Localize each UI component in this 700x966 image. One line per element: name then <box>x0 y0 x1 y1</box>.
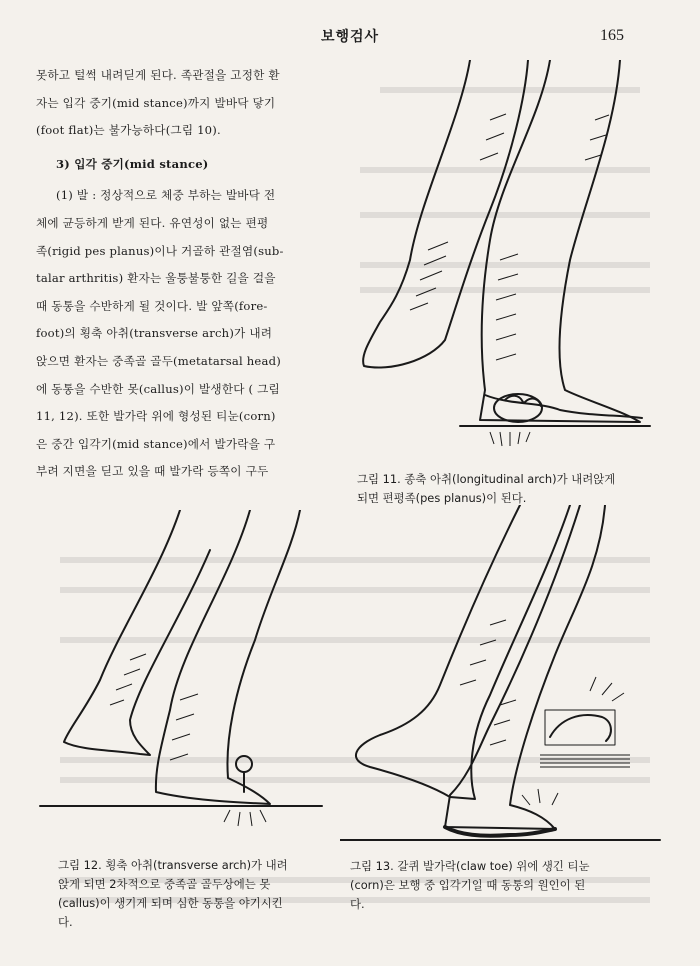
text-line: 체에 균등하게 받게 된다. 유연성이 없는 편평 <box>36 215 269 230</box>
text-line: 족(rigid pes planus)이나 거골하 관절염(sub- <box>36 243 284 258</box>
figure-13-caption <box>350 857 590 914</box>
page-number: 165 <box>600 27 624 44</box>
caption-line: 다. <box>58 915 73 929</box>
text-line: 때 동통을 수반하게 될 것이다. 발 앞쪽(fore- <box>36 298 268 313</box>
section-heading: 3) 입각 중기(mid stance) <box>56 156 209 171</box>
text-line: talar arthritis) 환자는 울퉁불퉁한 길을 걸을 <box>36 271 276 286</box>
figure-12-illustration <box>30 510 330 840</box>
text-line: (1) 발 : 정상적으로 체중 부하는 발바닥 전 <box>56 188 276 203</box>
running-title: 보행검사 <box>320 29 380 45</box>
text-line: 부려 지면을 딛고 있을 때 발가락 등쪽이 구두 <box>36 464 269 479</box>
text-line: (foot flat)는 불가능하다(그림 10). <box>36 123 221 138</box>
body-text <box>36 62 336 486</box>
text-line: 앉으면 환자는 중족골 골두(metatarsal head) <box>36 353 281 368</box>
caption-line: (corn)은 보행 중 입각기일 때 동통의 원인이 된 <box>350 878 586 892</box>
text-line: 은 중간 입각기(mid stance)에서 발가락을 구 <box>36 436 276 451</box>
caption-line: 다. <box>350 897 365 911</box>
caption-line: 앉게 되면 2차적으로 중족골 골두상에는 못 <box>58 877 271 891</box>
caption-line: 그림 13. 갈퀴 발가락(claw toe) 위에 생긴 티눈 <box>350 859 590 873</box>
figure-11-illustration <box>350 60 670 450</box>
text-line: foot)의 횡축 아취(transverse arch)가 내려 <box>36 326 273 341</box>
caption-line: 되면 편평족(pes planus)이 된다. <box>357 491 527 505</box>
text-line: 에 동통을 수반한 못(callus)이 발생한다 ( 그림 <box>36 381 280 396</box>
text-line: 자는 입각 중기(mid stance)까지 발바닥 닿기 <box>36 95 276 110</box>
caption-line: 그림 12. 횡축 아취(transverse arch)가 내려 <box>58 858 288 872</box>
text-line: 못하고 털썩 내려딛게 된다. 족관절을 고정한 환 <box>36 68 280 82</box>
caption-line: 그림 11. 종축 아취(longitudinal arch)가 내려앉게 <box>357 472 616 486</box>
figure-13-illustration <box>340 505 670 850</box>
figure-12-caption <box>58 856 288 932</box>
figure-11-caption <box>357 470 615 508</box>
caption-line: (callus)이 생기게 되며 심한 동통을 야기시킨 <box>58 896 283 910</box>
text-line: 11, 12). 또한 발가락 위에 형성된 티눈(corn) <box>36 409 276 424</box>
